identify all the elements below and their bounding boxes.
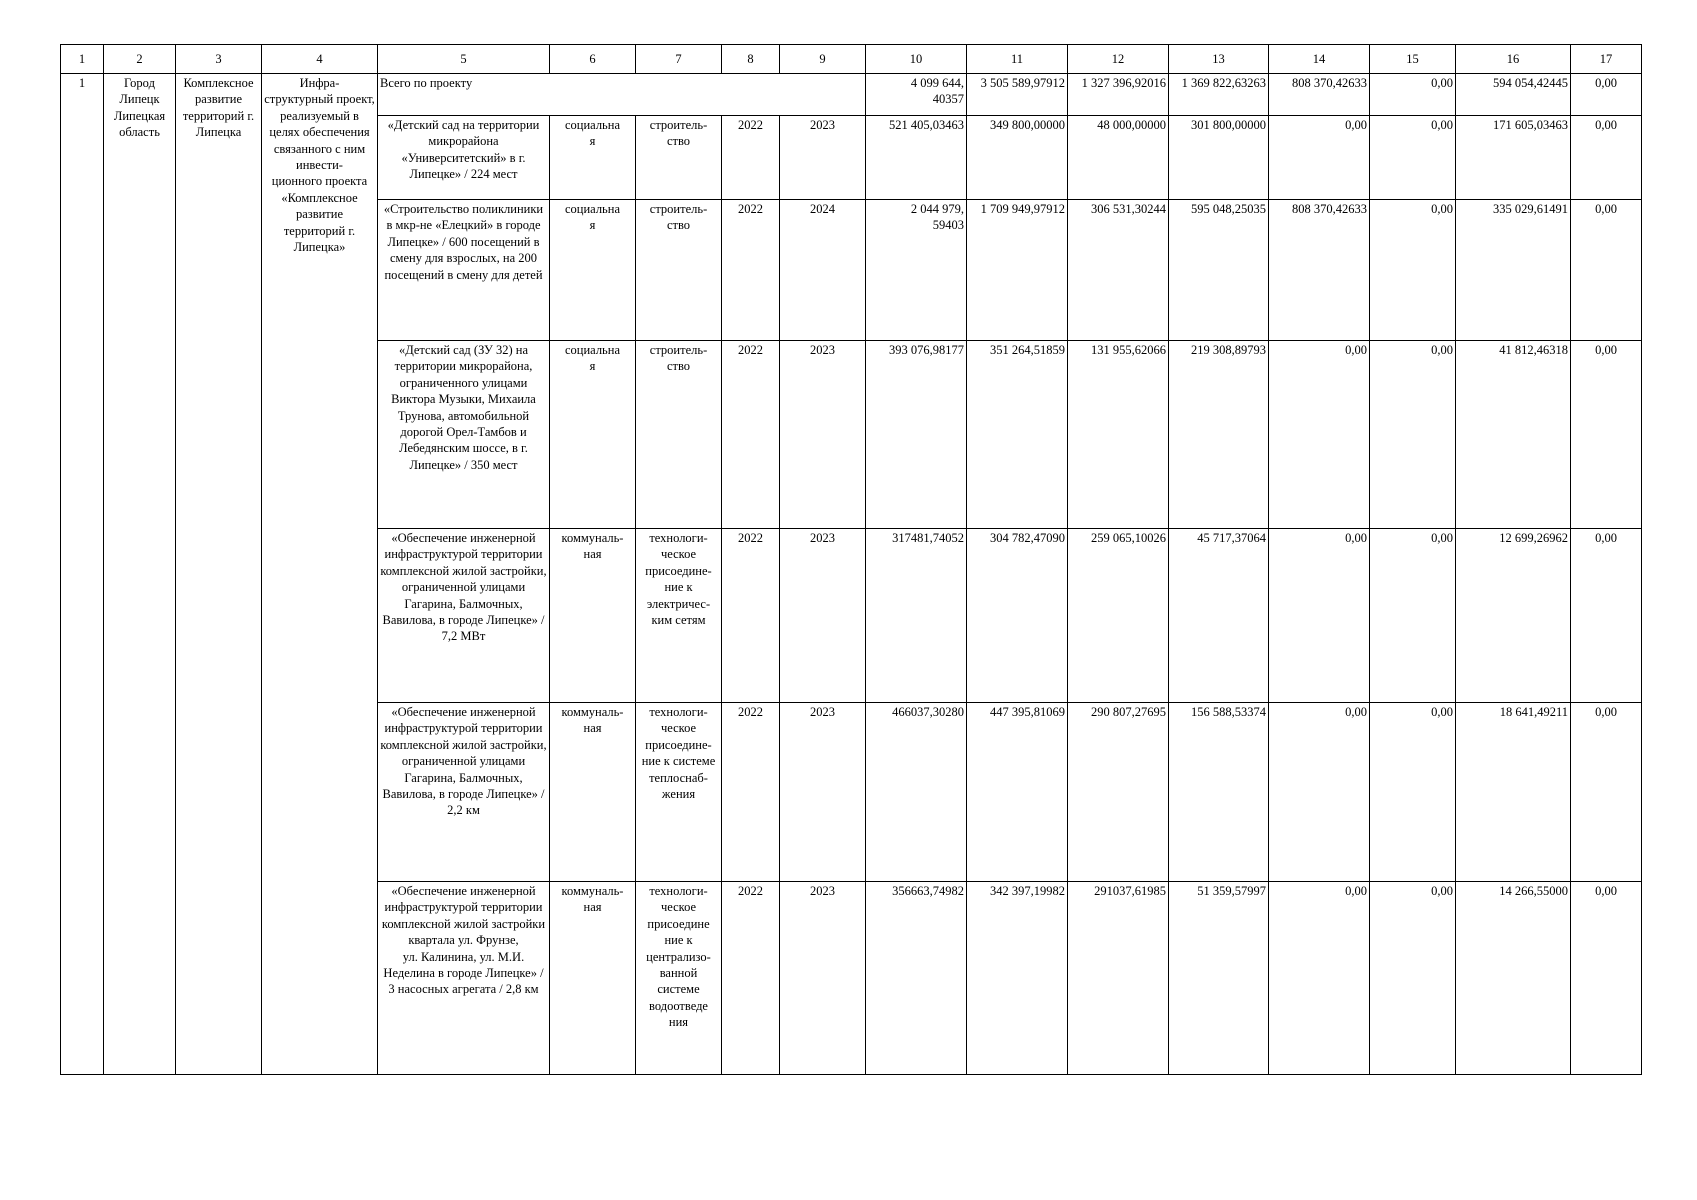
end-year: 2024 <box>780 200 866 341</box>
kind-cell: строитель- ство <box>636 341 722 529</box>
city-cell: Город Липецк Липецкая область <box>104 74 176 1075</box>
col-13: 156 588,53374 <box>1169 703 1269 882</box>
col-16: 335 029,61491 <box>1456 200 1571 341</box>
col-17: 0,00 <box>1571 116 1642 200</box>
end-year: 2023 <box>780 529 866 703</box>
column-header: 6 <box>550 45 636 74</box>
column-number-row <box>61 45 1642 74</box>
kind-cell: технологи- ческое присоедине- ние к электричес- ким сетям <box>636 529 722 703</box>
column-header: 14 <box>1269 45 1370 74</box>
start-year: 2022 <box>722 882 780 1075</box>
kind-cell: строитель- ство <box>636 200 722 341</box>
col-17: 0,00 <box>1571 529 1642 703</box>
column-header: 8 <box>722 45 780 74</box>
start-year: 2022 <box>722 200 780 341</box>
col-15: 0,00 <box>1370 529 1456 703</box>
col-12: 259 065,10026 <box>1068 529 1169 703</box>
total-col-12: 1 327 396,92016 <box>1068 74 1169 116</box>
col-16: 14 266,55000 <box>1456 882 1571 1075</box>
column-header: 17 <box>1571 45 1642 74</box>
col-17: 0,00 <box>1571 703 1642 882</box>
sphere-cell: коммуналь- ная <box>550 703 636 882</box>
column-header: 13 <box>1169 45 1269 74</box>
col-10: 393 076,98177 <box>866 341 967 529</box>
col-16: 18 641,49211 <box>1456 703 1571 882</box>
col-12: 291037,61985 <box>1068 882 1169 1075</box>
col-14: 808 370,42633 <box>1269 200 1370 341</box>
col-12: 131 955,62066 <box>1068 341 1169 529</box>
start-year: 2022 <box>722 529 780 703</box>
col-10: 466037,30280 <box>866 703 967 882</box>
col-17: 0,00 <box>1571 341 1642 529</box>
kind-cell: технологи- ческое присоедине ние к централизо- ванной системе водоотведе ния <box>636 882 722 1075</box>
column-header: 5 <box>378 45 550 74</box>
column-header: 1 <box>61 45 104 74</box>
col-10: 317481,74052 <box>866 529 967 703</box>
col-14: 0,00 <box>1269 529 1370 703</box>
investment-projects-table <box>60 44 1642 1075</box>
end-year: 2023 <box>780 882 866 1075</box>
col-12: 290 807,27695 <box>1068 703 1169 882</box>
total-col-16: 594 054,42445 <box>1456 74 1571 116</box>
start-year: 2022 <box>722 116 780 200</box>
end-year: 2023 <box>780 341 866 529</box>
start-year: 2022 <box>722 703 780 882</box>
kind-cell: строитель- ство <box>636 116 722 200</box>
program-cell: Комплексное развитие территорий г. Липецка <box>176 74 262 1075</box>
col-11: 304 782,47090 <box>967 529 1068 703</box>
column-header: 3 <box>176 45 262 74</box>
col-16: 12 699,26962 <box>1456 529 1571 703</box>
column-header: 4 <box>262 45 378 74</box>
column-header: 15 <box>1370 45 1456 74</box>
project-type-cell: Инфра- структурный проект, реализуемый в целях обеспечения связанного с ним инвести- ционного проекта «Комплексное развитие территорий г. Липецка» <box>262 74 378 1075</box>
object-name: «Обеспечение инженерной инфраструктурой территории комплексной жилой застройки квартала ул. Фрунзе, ул. Калинина, ул. М.И. Неделина в городе Липецке» / 3 насосных агрегата / 2,8 км <box>378 882 550 1075</box>
col-11: 447 395,81069 <box>967 703 1068 882</box>
col-10: 521 405,03463 <box>866 116 967 200</box>
column-header: 11 <box>967 45 1068 74</box>
start-year: 2022 <box>722 341 780 529</box>
col-14: 0,00 <box>1269 703 1370 882</box>
col-13: 301 800,00000 <box>1169 116 1269 200</box>
col-10: 356663,74982 <box>866 882 967 1075</box>
col-13: 45 717,37064 <box>1169 529 1269 703</box>
sphere-cell: социальна я <box>550 116 636 200</box>
sphere-cell: коммуналь- ная <box>550 529 636 703</box>
col-14: 0,00 <box>1269 341 1370 529</box>
end-year: 2023 <box>780 703 866 882</box>
col-15: 0,00 <box>1370 341 1456 529</box>
col-17: 0,00 <box>1571 882 1642 1075</box>
col-10: 2 044 979, 59403 <box>866 200 967 341</box>
col-14: 0,00 <box>1269 882 1370 1075</box>
col-15: 0,00 <box>1370 200 1456 341</box>
record-number: 1 <box>61 74 104 1075</box>
total-col-11: 3 505 589,97912 <box>967 74 1068 116</box>
col-14: 0,00 <box>1269 116 1370 200</box>
column-header: 16 <box>1456 45 1571 74</box>
col-13: 51 359,57997 <box>1169 882 1269 1075</box>
object-name: «Обеспечение инженерной инфраструктурой территории комплексной жилой застройки, ограниченной улицами Гагарина, Балмочных, Вавилова, в городе Липецке» / 7,2 МВт <box>378 529 550 703</box>
column-header: 7 <box>636 45 722 74</box>
sphere-cell: коммуналь- ная <box>550 882 636 1075</box>
col-11: 351 264,51859 <box>967 341 1068 529</box>
object-name: «Детский сад на территории микрорайона «Университетский» в г. Липецке» / 224 мест <box>378 116 550 200</box>
col-15: 0,00 <box>1370 703 1456 882</box>
col-16: 41 812,46318 <box>1456 341 1571 529</box>
col-17: 0,00 <box>1571 200 1642 341</box>
column-header: 2 <box>104 45 176 74</box>
total-col-10: 4 099 644, 40357 <box>866 74 967 116</box>
kind-cell: технологи- ческое присоедине- ние к системе теплоснаб- жения <box>636 703 722 882</box>
object-name: «Детский сад (ЗУ 32) на территории микрорайона, ограниченного улицами Виктора Музыки, Михаила Трунова, автомобильной дорогой Орел-Тамбов и Лебедянским шоссе, в г. Липецке» / 350 мест <box>378 341 550 529</box>
end-year: 2023 <box>780 116 866 200</box>
col-12: 306 531,30244 <box>1068 200 1169 341</box>
sphere-cell: социальна я <box>550 341 636 529</box>
col-12: 48 000,00000 <box>1068 116 1169 200</box>
total-col-17: 0,00 <box>1571 74 1642 116</box>
column-header: 10 <box>866 45 967 74</box>
total-col-13: 1 369 822,63263 <box>1169 74 1269 116</box>
total-label: Всего по проекту <box>378 74 866 116</box>
col-15: 0,00 <box>1370 116 1456 200</box>
column-header: 12 <box>1068 45 1169 74</box>
object-name: «Обеспечение инженерной инфраструктурой территории комплексной жилой застройки, ограниченной улицами Гагарина, Балмочных, Вавилова, в городе Липецке» / 2,2 км <box>378 703 550 882</box>
col-15: 0,00 <box>1370 882 1456 1075</box>
col-13: 595 048,25035 <box>1169 200 1269 341</box>
object-name: «Строительство поликлиники в мкр-не «Елецкий» в городе Липецке» / 600 посещений в смену для взрослых, на 200 посещений в смену для детей <box>378 200 550 341</box>
col-11: 1 709 949,97912 <box>967 200 1068 341</box>
col-16: 171 605,03463 <box>1456 116 1571 200</box>
sphere-cell: социальна я <box>550 200 636 341</box>
col-13: 219 308,89793 <box>1169 341 1269 529</box>
project-total-row <box>61 74 1642 116</box>
total-col-15: 0,00 <box>1370 74 1456 116</box>
col-11: 342 397,19982 <box>967 882 1068 1075</box>
col-11: 349 800,00000 <box>967 116 1068 200</box>
total-col-14: 808 370,42633 <box>1269 74 1370 116</box>
column-header: 9 <box>780 45 866 74</box>
